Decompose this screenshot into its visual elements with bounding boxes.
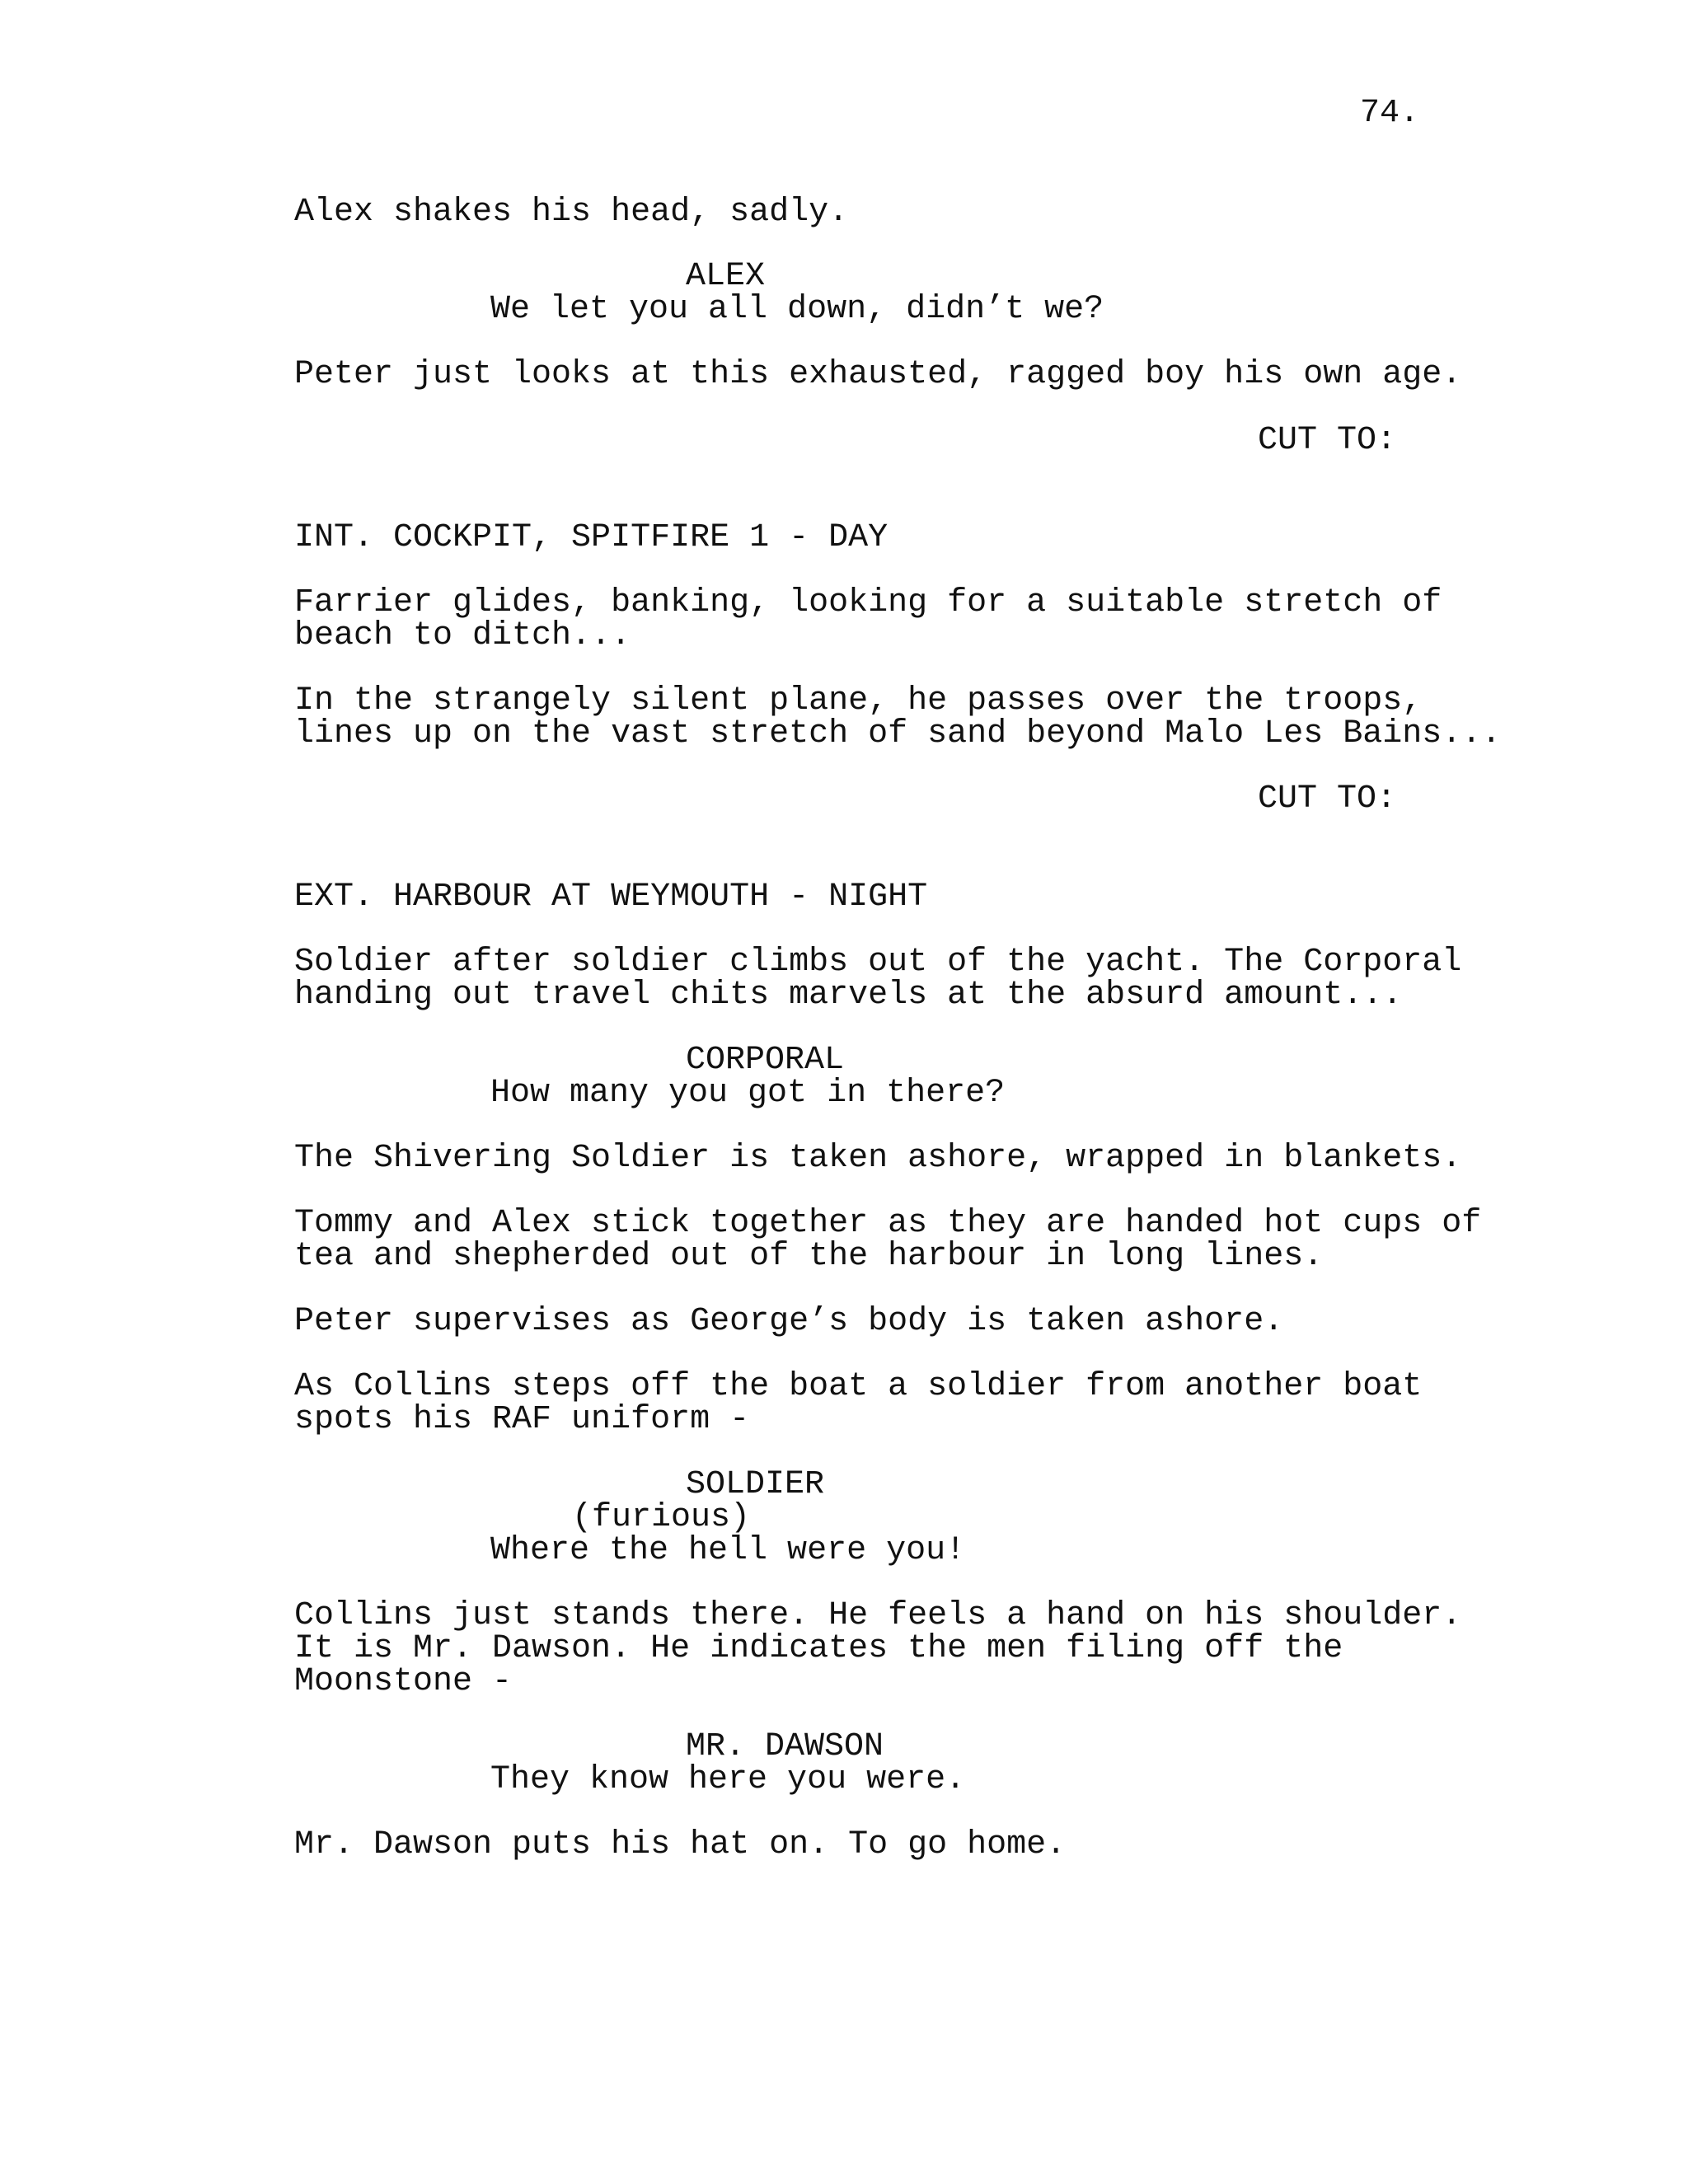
dialogue-line: How many you got in there? <box>490 1075 1006 1112</box>
character-name: SOLDIER <box>686 1466 825 1503</box>
action-line: handing out travel chits marvels at the absurd amount... <box>294 977 1403 1014</box>
action-line: In the strangely silent plane, he passes over the troops, <box>294 682 1423 719</box>
action-line: Collins just stands there. He feels a hand on his shoulder. <box>294 1597 1462 1634</box>
scene-heading: INT. COCKPIT, SPITFIRE 1 - DAY <box>294 519 889 556</box>
action-line: lines up on the vast stretch of sand beyond Malo Les Bains... <box>294 715 1502 752</box>
dialogue-line: We let you all down, didn’t we? <box>490 291 1104 328</box>
action-line: Moonstone - <box>294 1663 513 1700</box>
action-line: It is Mr. Dawson. He indicates the men filing off the <box>294 1630 1343 1667</box>
character-name: CORPORAL <box>686 1042 845 1079</box>
character-name: MR. DAWSON <box>686 1728 884 1765</box>
action-line: The Shivering Soldier is taken ashore, wrapped in blankets. <box>294 1140 1462 1177</box>
action-line: Peter just looks at this exhausted, ragged boy his own age. <box>294 356 1462 393</box>
action-line: beach to ditch... <box>294 617 631 654</box>
action-line: Peter supervises as George’s body is taken ashore. <box>294 1303 1284 1340</box>
action-line: Tommy and Alex stick together as they are handed hot cups of <box>294 1205 1482 1242</box>
dialogue-line: Where the hell were you! <box>490 1532 966 1569</box>
character-name: ALEX <box>686 258 766 295</box>
action-line: Soldier after soldier climbs out of the yacht. The Corporal <box>294 944 1462 981</box>
transition: CUT TO: <box>1258 780 1397 818</box>
action-line: tea and shepherded out of the harbour in long lines. <box>294 1238 1324 1275</box>
parenthetical: (furious) <box>572 1499 751 1536</box>
page-number: 74. <box>1360 95 1420 132</box>
action-line: Mr. Dawson puts his hat on. To go home. <box>294 1826 1067 1863</box>
action-line: spots his RAF uniform - <box>294 1401 750 1438</box>
action-line: As Collins steps off the boat a soldier from another boat <box>294 1368 1423 1405</box>
transition: CUT TO: <box>1258 422 1397 459</box>
scene-heading: EXT. HARBOUR AT WEYMOUTH - NIGHT <box>294 879 928 916</box>
action-line: Alex shakes his head, sadly. <box>294 194 849 231</box>
dialogue-line: They know here you were. <box>490 1761 966 1798</box>
action-line: Farrier glides, banking, looking for a suitable stretch of <box>294 584 1442 621</box>
